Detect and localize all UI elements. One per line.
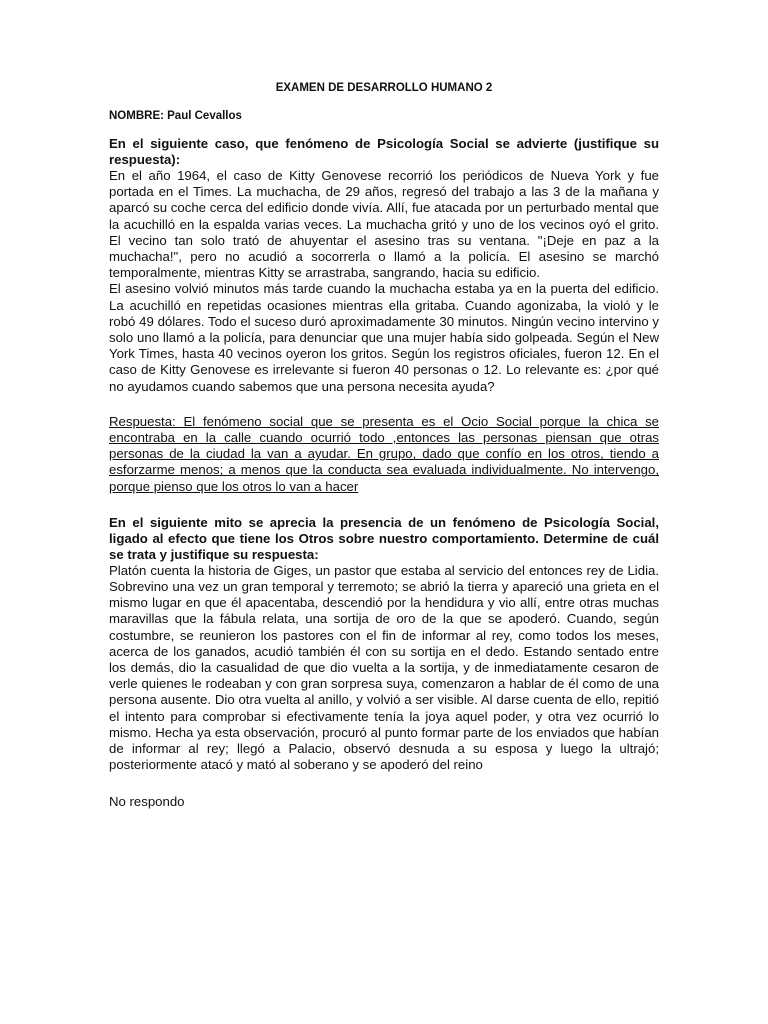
case-paragraph-1: En el año 1964, el caso de Kitty Genovese recorrió los periódicos de Nueva York y fue portada en el Times. La muchacha, de 29 años, regresó del trabajo a las 3 de la mañana y aparcó su coche cerca del edificio donde vivía. Allí, fue atacada por un perturbado mental que la acuchilló en la espalda varias veces. La muchacha gritó y uno de los vecinos oyó el grito. El vecino tan solo trató de ahuyentar el asesino tras su ventana. "¡Deje en paz a la muchacha!", pero no acudió a socorrerla o llamó a la policía. El asesino se marchó temporalmente, mientras Kitty se arrastraba, sangrando, hacia su edificio. — [109, 168, 659, 281]
case-paragraph-2: El asesino volvió minutos más tarde cuando la muchacha estaba ya en la puerta del edificio. La acuchilló en repetidas ocasiones mientras ella gritaba. Cuando agonizaba, la violó y le robó 49 dólares. Todo el suceso duró aproximadamente 30 minutos. Ningún vecino intervino y solo uno llamó a la policía, para denunciar que una mujer había sido golpeada. Según el New York Times, hasta 40 vecinos oyeron los gritos. Según los registros oficiales, fueron 12. En el caso de Kitty Genovese es irrelevante si fueron 40 personas o 12. Lo relevante es: ¿por qué no ayudamos cuando sabemos que una persona necesita ayuda? — [109, 281, 659, 394]
question-2: En el siguiente mito se aprecia la presencia de un fenómeno de Psicología Social, ligado al efecto que tiene los Otros sobre nuestro comportamiento. Determine de cuál se trata y justifique su respuesta: — [109, 514, 659, 562]
question-1: En el siguiente caso, que fenómeno de Psicología Social se advierte (justifique su respuesta): — [109, 136, 659, 167]
document-page — [109, 82, 659, 810]
student-name: NOMBRE: Paul Cevallos — [109, 110, 242, 122]
answer-2: No respondo — [109, 793, 185, 809]
answer-1: Respuesta: El fenómeno social que se presenta es el Ocio Social porque la chica se encontraba en la calle cuando ocurrió todo ,entonces las personas piensan que otras personas de la ciudad la van a ayudar. En grupo, dado que confío en los otros, tiendo a esforzarme menos; a menos que la conducta sea evaluada individualmente. No intervengo, porque pienso que los otros lo van a hacer — [109, 413, 659, 494]
myth-paragraph: Platón cuenta la historia de Giges, un pastor que estaba al servicio del entonces rey de Lidia. Sobrevino una vez un gran temporal y terremoto; se abrió la tierra y apareció una grieta en el mismo lugar en que él apacentaba, descendió por la hendidura y vio allí, entre otras muchas maravillas que la fábula relata, una sortija de oro de la que se apoderó. Cuando, según costumbre, se reunieron los pastores con el fin de informar al rey, como todos los meses, acerca de los ganados, acudió también él con su sortija en el dedo. Estando sentado entre los demás, dio la casualidad de que dio vuelta a la sortija, y de inmediatamente cesaron de verle quienes le rodeaban y con gran sorpresa suya, comenzaron a hablar de él como de una persona ausente. Dio otra vuelta al anillo, y volvió a ser visible. Al darse cuenta de ello, repitió el intento para comprobar si efectivamente tenía la joya aquel poder, y otra vez ocurrió lo mismo. Hecha ya esta observación, procuró al punto formar parte de los enviados que habían de informar al rey; llegó a Palacio, observó desnuda a su esposa y luego la ultrajó; posteriormente atacó y mató al soberano y se apoderó del reino — [109, 562, 659, 773]
document-title: EXAMEN DE DESARROLLO HUMANO 2 — [275, 82, 493, 94]
